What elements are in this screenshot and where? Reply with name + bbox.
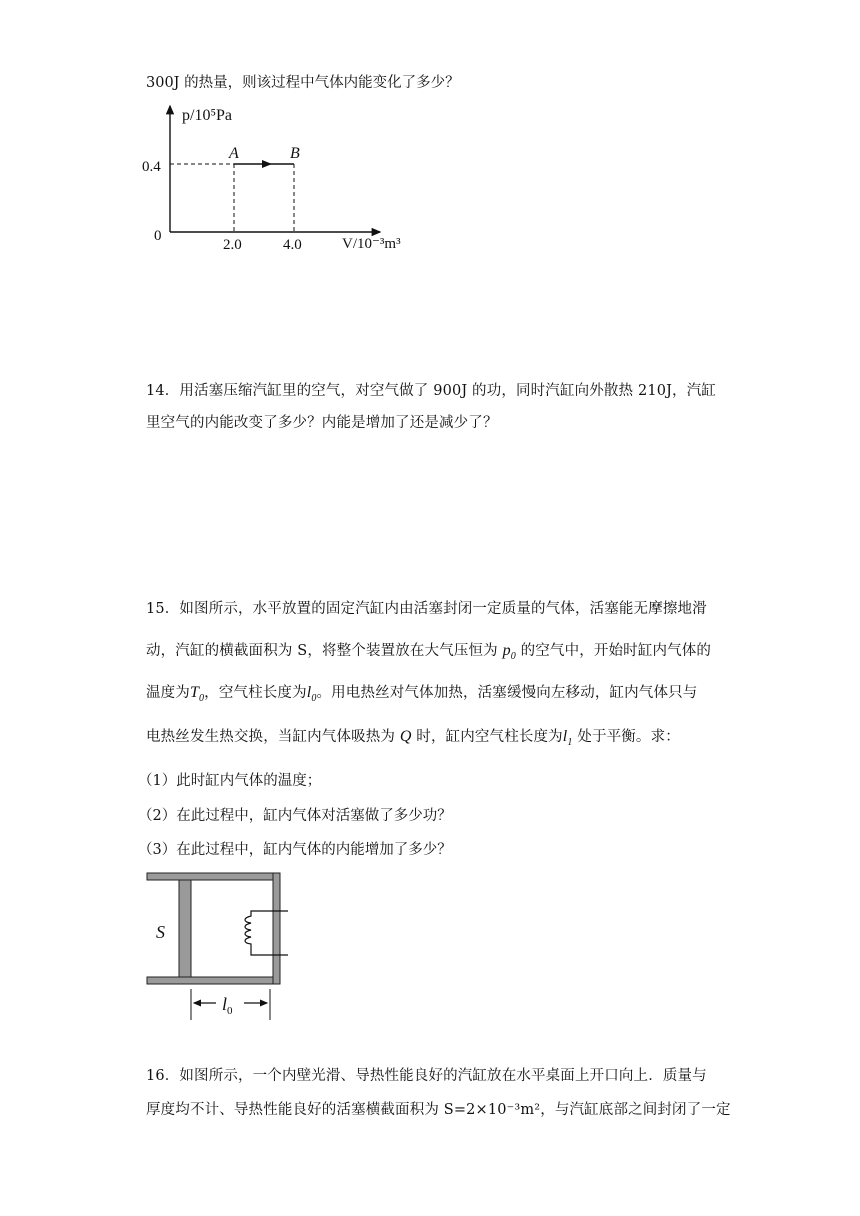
q15-line-2-part-b: 的空气中，开始时缸内气体的	[515, 643, 712, 659]
cylinder-top-wall	[147, 873, 280, 880]
pv-graph	[138, 100, 428, 260]
point-a-label: A	[229, 145, 239, 162]
length-label-l0: $l_0$	[222, 994, 233, 1017]
q16-line-1: 16．如图所示，一个内壁光滑、导热性能良好的汽缸放在水平桌面上开口向上．质量与	[146, 1068, 707, 1084]
symbol-l1: $l_1$	[562, 728, 573, 749]
symbol-t0: $T_0$	[189, 684, 205, 705]
q15-line-1: 15．如图所示，水平放置的固定汽缸内由活塞封闭一定质量的气体，活塞能无摩擦地滑	[146, 601, 707, 617]
q15-line-3-part-b: ，空气柱长度为	[204, 685, 307, 701]
origin-label: 0	[154, 228, 162, 244]
symbol-q: Q	[399, 728, 412, 745]
x-axis-label: V/10⁻³m³	[342, 236, 401, 252]
point-b-label: B	[290, 145, 300, 162]
cylinder-figure	[146, 870, 296, 1030]
x-tick-label-2: 4.0	[283, 237, 302, 253]
q15-line-4-part-a: 电热丝发生热交换，当缸内气体吸热为	[146, 729, 400, 745]
q16-line-2: 厚度均不计、导热性能良好的活塞横截面积为 S=2×10⁻³m²，与汽缸底部之间封闭了一定	[146, 1102, 731, 1118]
q15-line-3-part-a: 温度为	[146, 685, 190, 701]
x-tick-label-1: 2.0	[223, 237, 242, 253]
q15-line-2	[146, 641, 711, 667]
q14-line-2: 里空气的内能改变了多少？内能是增加了还是减少了？	[146, 415, 498, 431]
q15-subquestion-3: （3）在此过程中，缸内气体的内能增加了多少？	[138, 842, 452, 858]
q15-subquestion-2: （2）在此过程中，缸内气体对活塞做了多少功？	[138, 808, 452, 824]
q15-line-4-part-b: 时，缸内空气柱长度为	[411, 729, 563, 745]
q15-line-3-part-c: 。用电热丝对气体加热，活塞缓慢向左移动，缸内气体只与	[316, 685, 698, 701]
cylinder-end-wall	[273, 873, 280, 984]
heating-wire	[245, 911, 288, 955]
q15-line-4	[146, 727, 680, 753]
y-tick-label: 0.4	[142, 159, 161, 175]
cylinder-bottom-wall	[147, 977, 280, 984]
y-axis-label: p/10⁵Pa	[182, 107, 233, 124]
area-label-s: S	[156, 922, 165, 942]
piston	[179, 880, 191, 977]
process-arrow-head	[262, 160, 272, 168]
q15-line-2-part-a: 动，汽缸的横截面积为 S，将整个装置放在大气压恒为	[146, 643, 503, 659]
q15-subquestion-1: （1）此时缸内气体的温度；	[138, 773, 322, 789]
q15-line-4-part-c: 处于平衡。求：	[572, 729, 680, 745]
q14-line-1: 14．用活塞压缩汽缸里的空气，对空气做了 900J 的功，同时汽缸向外散热 210J，汽缸	[146, 383, 717, 399]
symbol-l0: $l_0$	[306, 684, 317, 705]
q13-continuation-text: 300J 的热量，则该过程中气体内能变化了多少？	[146, 75, 460, 91]
symbol-p0: $p_0$	[502, 642, 516, 663]
q15-line-3	[146, 683, 697, 709]
